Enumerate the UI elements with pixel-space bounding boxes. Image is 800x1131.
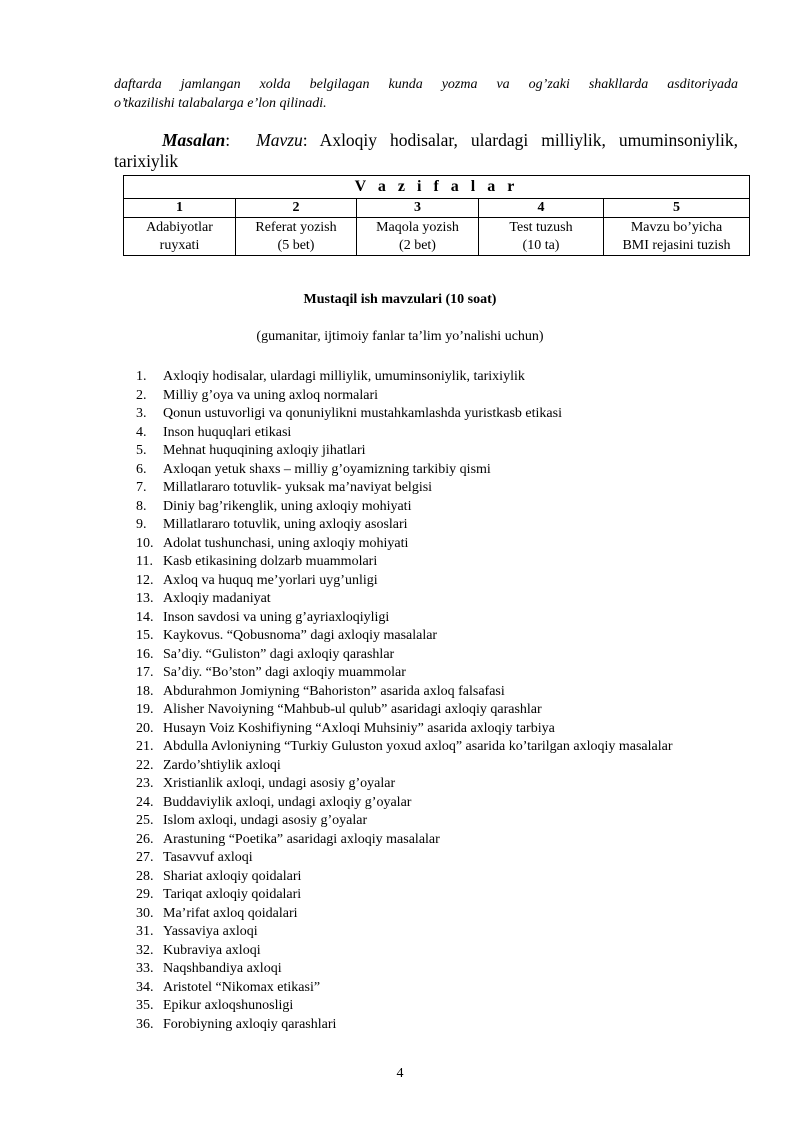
topic-item — [136, 461, 738, 480]
topic-text: Buddaviylik axloqi, undagi axloqiy g’oyalar — [163, 794, 412, 810]
section-title: Mustaqil ish mavzulari (10 soat) — [303, 292, 497, 307]
topic-number: 25. — [136, 813, 154, 828]
topic-text: Epikur axloqshunosligi — [163, 998, 294, 1013]
topic-text: Xristianlik axloqi, undagi asosiy g’oyalar — [163, 776, 396, 791]
topic-text: Islom axloqi, undagi asosiy g’oyalar — [163, 813, 368, 828]
task-cell-line: Adabiyotlar — [146, 219, 213, 235]
topic-item — [136, 683, 738, 702]
topic-text: Sa’diy. “Guliston” dagi axloqiy qarashlar — [163, 646, 395, 662]
topic-item — [136, 923, 738, 942]
section-subtitle: (gumanitar, ijtimoiy fanlar ta’lim yo’nalishi uchun) — [256, 329, 544, 344]
task-cell — [236, 218, 357, 256]
topic-number: 23. — [136, 776, 154, 791]
topic-text: Kaykovus. “Qobusnoma” dagi axloqiy masalalar — [163, 628, 438, 643]
topic-text: Aristotel “Nikomax etikasi” — [163, 979, 321, 995]
example-first-line — [114, 130, 738, 151]
topic-item — [136, 405, 738, 424]
topic-text: Abdurahmon Jomiyning “Bahoriston” asarida axloq falsafasi — [163, 683, 505, 699]
topic-number: 6. — [136, 461, 147, 477]
topic-item — [136, 979, 738, 998]
topic-text: Alisher Navoiyning “Mahbub-ul qulub” asaridagi axloqiy qarashlar — [163, 702, 542, 717]
topic-item — [136, 794, 738, 813]
topic-text: Kubraviya axloqi — [163, 942, 261, 958]
topic-number: 18. — [136, 683, 154, 699]
topic-text: Yassaviya axloqi — [163, 924, 258, 939]
topic-item — [136, 905, 738, 924]
topic-number: 13. — [136, 591, 154, 606]
topic-item — [136, 479, 738, 498]
tasks-table — [123, 175, 750, 256]
topic-item — [136, 368, 738, 387]
topic-item — [136, 868, 738, 887]
topic-number: 5. — [136, 443, 147, 458]
topic-item — [136, 775, 738, 794]
topic-text: Axloqiy madaniyat — [163, 591, 271, 606]
topic-number: 27. — [136, 850, 154, 865]
topic-text: Tariqat axloqiy qoidalari — [163, 887, 302, 902]
task-cell — [357, 218, 479, 256]
topic-number: 28. — [136, 868, 154, 884]
topic-number: 10. — [136, 535, 154, 551]
topic-number: 31. — [136, 924, 154, 939]
topic-item — [136, 627, 738, 646]
topic-number: 7. — [136, 480, 147, 495]
topic-text: Qonun ustuvorligi va qonuniylikni mustahkamlashda yuristkasb etikasi — [163, 406, 562, 421]
topic-text: Tasavvuf axloqi — [163, 850, 253, 865]
topic-item — [136, 664, 738, 683]
task-cell-line: Maqola yozish — [376, 219, 459, 235]
topic-number: 22. — [136, 757, 154, 773]
task-number: 3 — [357, 199, 479, 218]
topic-number: 2. — [136, 387, 147, 403]
topic-text: Husayn Voiz Koshifiyning “Axloqi Muhsiniy” asarida axloqiy tarbiya — [163, 720, 555, 736]
topic-number: 36. — [136, 1016, 154, 1032]
topic-number: 34. — [136, 979, 154, 995]
intro-paragraph — [114, 75, 738, 113]
mavzu-label: Mavzu — [256, 130, 303, 150]
topic-item — [136, 609, 738, 628]
topic-number: 26. — [136, 831, 154, 847]
topic-item — [136, 553, 738, 572]
topic-text: Forobiyning axloqiy qarashlari — [163, 1016, 337, 1032]
topic-item — [136, 960, 738, 979]
topic-item — [136, 442, 738, 461]
topic-number: 20. — [136, 720, 154, 736]
task-cell-line: Referat yozish — [255, 219, 337, 235]
task-number: 2 — [236, 199, 357, 218]
task-cell-line: Test tuzush — [509, 219, 573, 235]
topic-item — [136, 942, 738, 961]
tasks-table-title: V a z i f a l a r — [124, 176, 750, 199]
topic-item — [136, 498, 738, 517]
example-topic-text-cont: tarixiylik — [114, 151, 179, 171]
topic-number: 8. — [136, 498, 147, 514]
task-cell — [124, 218, 236, 256]
topic-number: 12. — [136, 572, 154, 588]
topic-item — [136, 812, 738, 831]
topic-text: Sa’diy. “Bo’ston” dagi axloqiy muammolar — [163, 665, 406, 680]
task-cell-line: (10 ta) — [522, 237, 560, 253]
topic-number: 3. — [136, 406, 147, 421]
intro-line-1: daftarda jamlangan xolda belgilagan kunda yozma va og’zaki shakllarda asditoriyada — [114, 77, 738, 92]
intro-line-2: o’tkazilishi talabalarga e’lon qilinadi. — [114, 96, 327, 111]
topic-number: 15. — [136, 628, 154, 643]
topic-item — [136, 720, 738, 739]
example-topic-text: : Axloqiy hodisalar, ulardagi milliylik, umuminsoniylik, — [302, 130, 739, 150]
task-cell-line: (2 bet) — [399, 237, 436, 253]
task-cell — [479, 218, 604, 256]
topic-number: 9. — [136, 517, 147, 532]
topic-number: 30. — [136, 905, 154, 921]
topic-item — [136, 535, 738, 554]
topic-text: Axloqan yetuk shaxs – milliy g’oyamizning tarkibiy qismi — [163, 461, 491, 477]
topic-item — [136, 516, 738, 535]
topic-number: 1. — [136, 369, 147, 384]
topic-item — [136, 572, 738, 591]
task-cell-line: ruyxati — [159, 237, 200, 253]
task-cell-line: Mavzu bo’yicha — [630, 219, 723, 235]
topic-item — [136, 849, 738, 868]
topic-text: Millatlararo totuvlik- yuksak ma’naviyat belgisi — [163, 480, 433, 495]
topic-number: 17. — [136, 665, 154, 680]
task-number: 5 — [604, 199, 750, 218]
topic-text: Adolat tushunchasi, uning axloqiy mohiyati — [163, 535, 409, 551]
topic-item — [136, 387, 738, 406]
task-cell-line: BMI rejasini tuzish — [622, 237, 731, 253]
topic-item — [136, 424, 738, 443]
topic-number: 32. — [136, 942, 154, 958]
topic-text: Axloqiy hodisalar, ulardagi milliylik, umuminsoniylik, tarixiylik — [163, 369, 525, 384]
topic-text: Shariat axloqiy qoidalari — [163, 868, 302, 884]
task-number: 4 — [479, 199, 604, 218]
task-cell-line: (5 bet) — [277, 237, 315, 253]
topic-number: 11. — [136, 554, 153, 569]
topic-item — [136, 997, 738, 1016]
topic-text: Abdulla Avloniyning “Turkiy Guluston yoxud axloq” asarida ko’tarilgan axloqiy masalalar — [163, 739, 673, 754]
topic-item — [136, 831, 738, 850]
task-number: 1 — [124, 199, 236, 218]
topic-text: Millatlararo totuvlik, uning axloqiy asoslari — [163, 517, 408, 532]
topic-number: 14. — [136, 609, 154, 625]
topic-number: 21. — [136, 739, 154, 754]
topic-text: Zardo’shtiylik axloqi — [163, 757, 281, 773]
topic-item — [136, 1016, 738, 1035]
topic-text: Arastuning “Poetika” asaridagi axloqiy masalalar — [163, 831, 440, 847]
topic-item — [136, 701, 738, 720]
topic-item — [136, 738, 738, 757]
topic-item — [136, 757, 738, 776]
topic-text: Naqshbandiya axloqi — [163, 961, 282, 976]
topic-item — [136, 590, 738, 609]
topic-item — [136, 646, 738, 665]
topic-text: Mehnat huquqining axloqiy jihatlari — [163, 443, 366, 458]
topic-number: 19. — [136, 702, 154, 717]
topic-text: Ma’rifat axloq qoidalari — [163, 905, 298, 921]
page-number: 4 — [396, 1066, 404, 1081]
task-cell — [604, 218, 750, 256]
topic-item — [136, 886, 738, 905]
topics-list — [136, 368, 738, 1034]
topic-number: 16. — [136, 646, 154, 662]
topic-number: 29. — [136, 887, 154, 902]
example-paragraph — [114, 130, 738, 172]
topic-text: Diniy bag’rikenglik, uning axloqiy mohiyati — [163, 498, 412, 514]
topic-number: 4. — [136, 424, 147, 440]
topic-number: 24. — [136, 794, 154, 810]
topic-text: Inson huquqlari etikasi — [163, 424, 292, 440]
example-colon: : — [225, 130, 231, 150]
topic-text: Axloq va huquq me’yorlari uyg’unligi — [163, 572, 378, 588]
topic-text: Inson savdosi va uning g’ayriaxloqiyligi — [163, 609, 390, 625]
example-label: Masalan — [162, 130, 226, 150]
topic-text: Milliy g’oya va uning axloq normalari — [163, 387, 379, 403]
topic-text: Kasb etikasining dolzarb muammolari — [163, 554, 378, 569]
topic-number: 33. — [136, 961, 154, 976]
topic-number: 35. — [136, 998, 154, 1013]
